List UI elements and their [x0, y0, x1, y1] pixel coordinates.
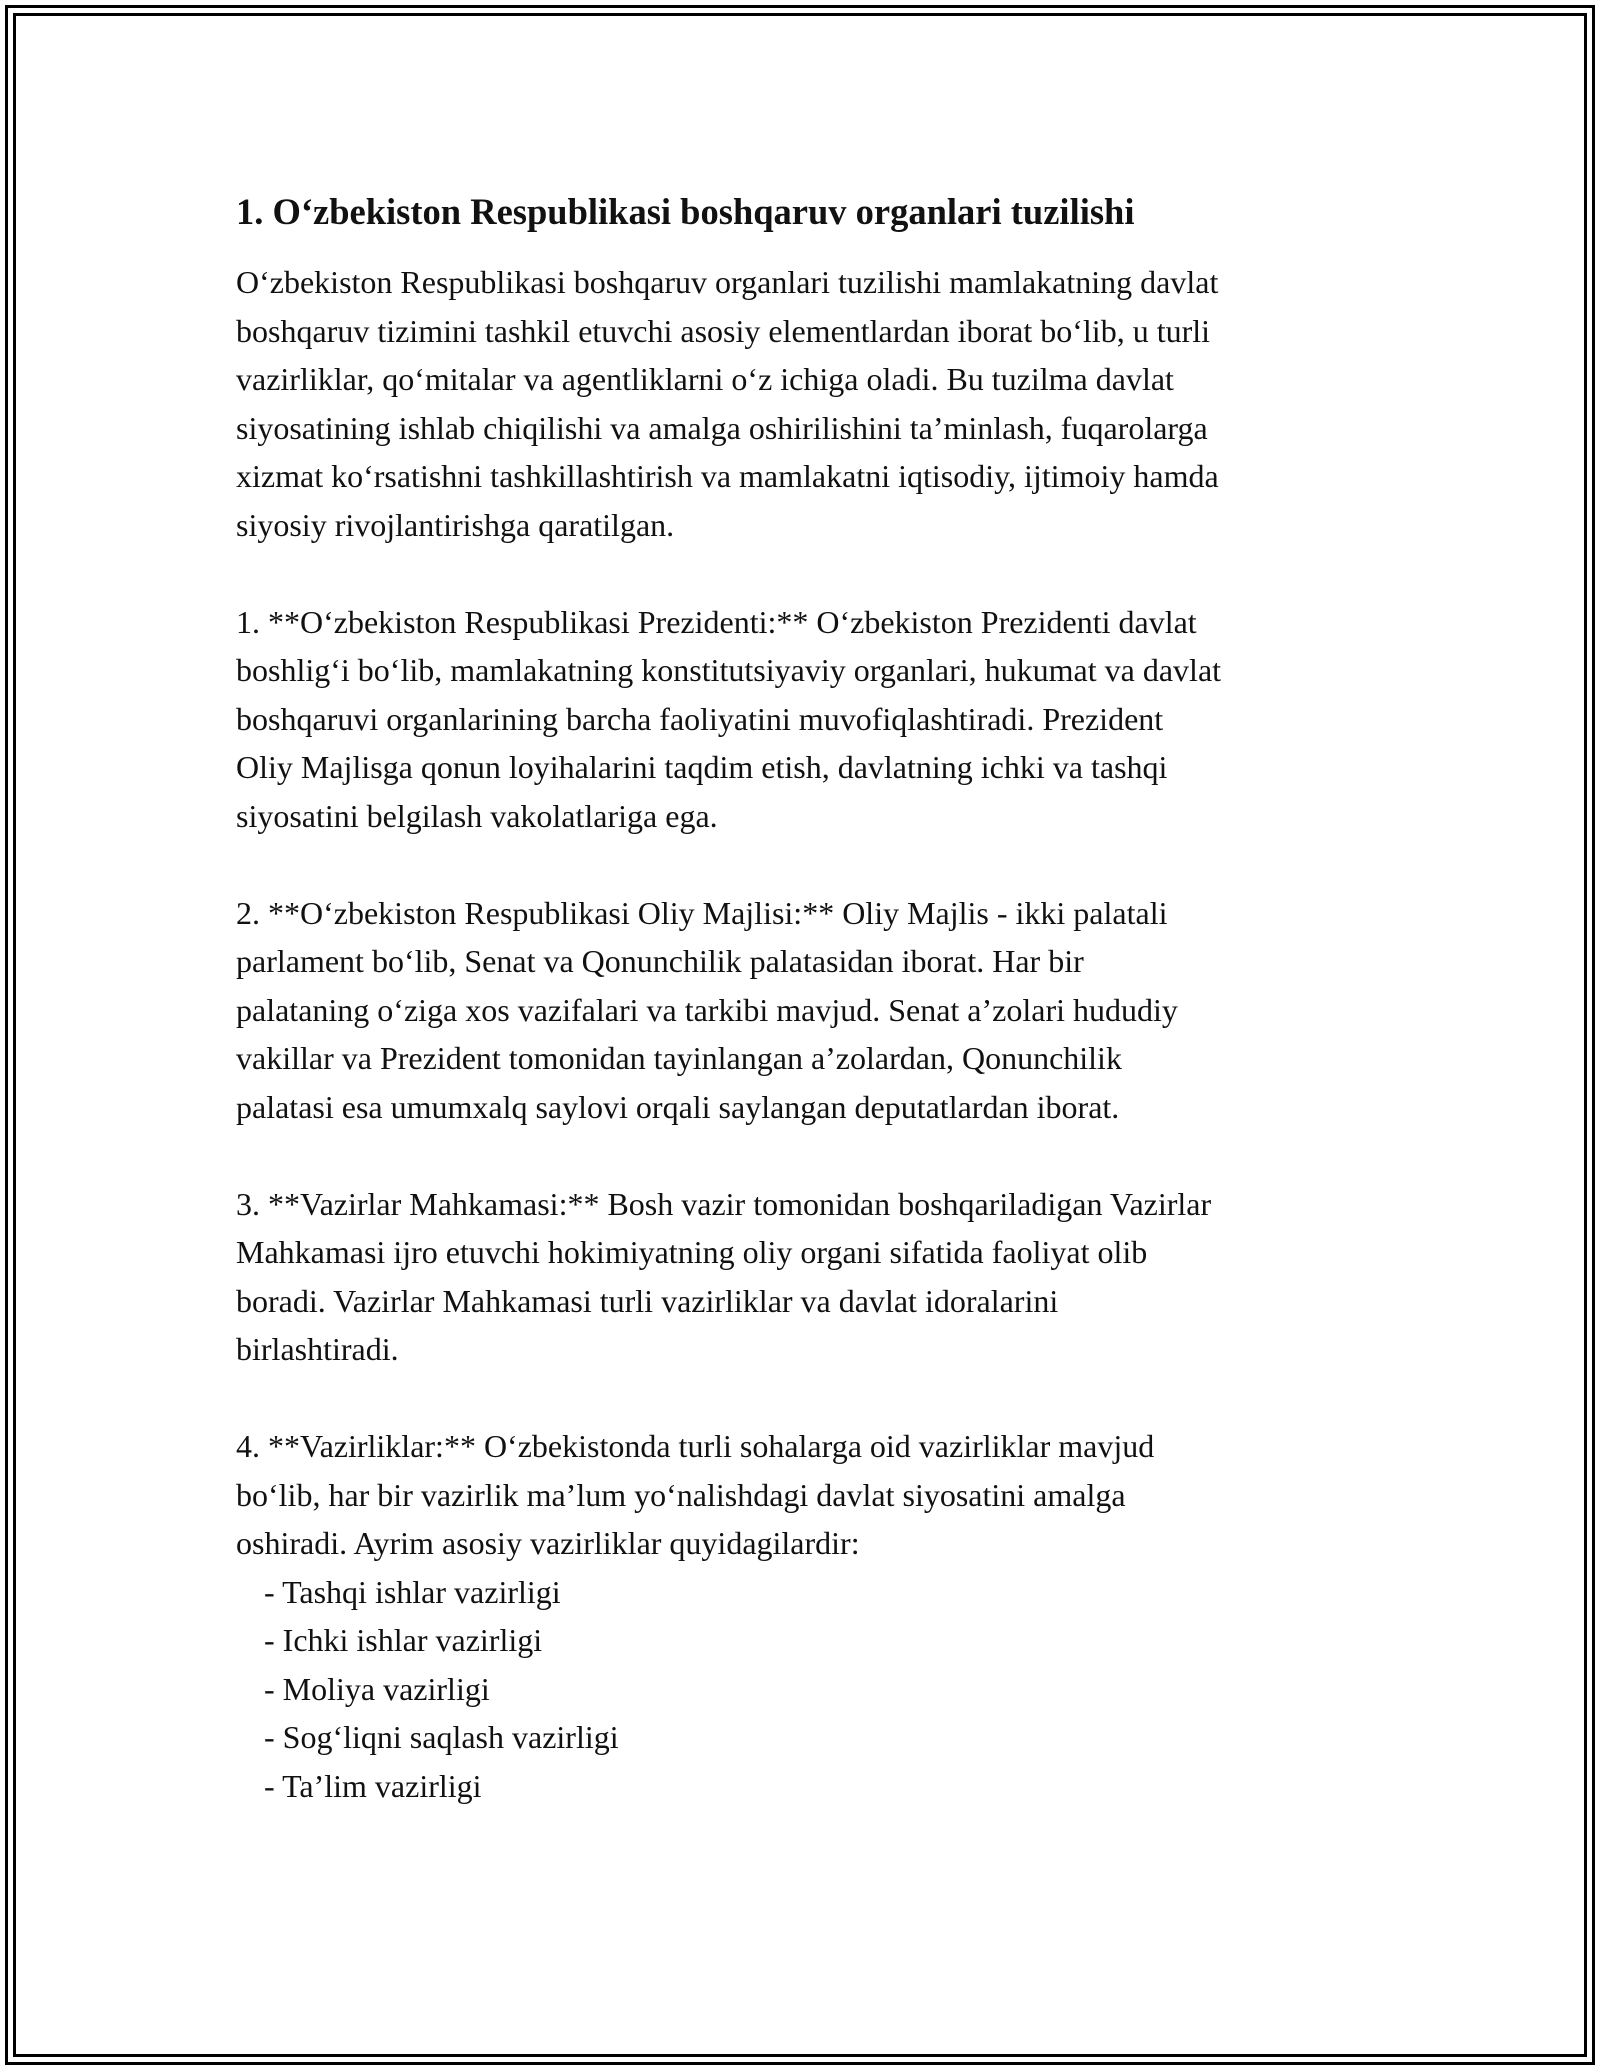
ministries-line: bo‘lib, har bir vazirlik ma’lum yo‘nalishdagi davlat siyosatini amalga [236, 1476, 1126, 1513]
oliy-majlis-line: vakillar va Prezident tomonidan tayinlangan a’zolardan, Qonunchilik [236, 1040, 1122, 1076]
list-item: - Moliya vazirligi [264, 1670, 490, 1707]
paragraph-spacer [236, 840, 1376, 889]
intro-line: siyosiy rivojlantirishga qaratilgan. [236, 506, 675, 543]
list-item: - Sog‘liqni saqlash vazirligi [264, 1719, 619, 1755]
intro-line: vazirliklar, qo‘mitalar va agentliklarni o‘z ichiga oladi. Bu tuzilma davlat [236, 361, 1174, 397]
section-heading: 1. O‘zbekiston Respublikasi boshqaruv organlari tuzilishi [236, 191, 1135, 232]
oliy-majlis-line: 2. **O‘zbekiston Respublikasi Oliy Majlisi:** Oliy Majlis - ikki palatali [236, 894, 1168, 931]
president-line: 1. **O‘zbekiston Respublikasi Prezidenti:** O‘zbekiston Prezidenti davlat [236, 603, 1197, 640]
cabinet-line: 3. **Vazirlar Mahkamasi:** Bosh vazir tomonidan boshqariladigan Vazirlar [236, 1185, 1212, 1222]
ministries-line: 4. **Vazirliklar:** O‘zbekistonda turli sohalarga oid vazirliklar mavjud [236, 1428, 1155, 1464]
oliy-majlis-line: palatasi esa umumxalq saylovi orqali saylangan deputatlardan iborat. [236, 1088, 1120, 1125]
intro-line: xizmat ko‘rsatishni tashkillashtirish va mamlakatni iqtisodiy, ijtimoiy hamda [236, 458, 1219, 494]
oliy-majlis-paragraph [236, 889, 1376, 1132]
intro-line: siyosatining ishlab chiqilishi va amalga oshirilishini ta’minlash, fuqarolarga [236, 409, 1208, 446]
intro-paragraph [236, 258, 1376, 549]
cabinet-line: Mahkamasi ijro etuvchi hokimiyatning oliy organi sifatida faoliyat olib [236, 1234, 1148, 1270]
intro-line: O‘zbekiston Respublikasi boshqaruv organlari tuzilishi mamlakatning davlat [236, 264, 1219, 300]
president-line: siyosatini belgilash vakolatlariga ega. [236, 797, 718, 834]
ministries-paragraph [236, 1422, 1376, 1568]
oliy-majlis-line: palataning o‘ziga xos vazifalari va tarkibi mavjud. Senat a’zolari hududiy [236, 991, 1178, 1028]
oliy-majlis-line: parlament bo‘lib, Senat va Qonunchilik palatasidan iborat. Har bir [236, 943, 1084, 979]
president-paragraph [236, 598, 1376, 841]
ministries-line: oshiradi. Ayrim asosiy vazirliklar quyidagilardir: [236, 1525, 860, 1561]
intro-line: boshqaruv tizimini tashkil etuvchi asosiy elementlardan iborat bo‘lib, u turli [236, 312, 1211, 349]
cabinet-line: birlashtiradi. [236, 1331, 399, 1367]
list-item: - Ichki ishlar vazirligi [264, 1622, 543, 1658]
cabinet-line: boradi. Vazirlar Mahkamasi turli vazirliklar va davlat idoralarini [236, 1282, 1059, 1319]
list-item: - Tashqi ishlar vazirligi [264, 1573, 561, 1610]
ministries-list [236, 1568, 1376, 1811]
paragraph-spacer [236, 1374, 1376, 1423]
president-line: boshlig‘i bo‘lib, mamlakatning konstitutsiyaviy organlari, hukumat va davlat [236, 652, 1222, 688]
paragraph-spacer [236, 1131, 1376, 1180]
president-line: Oliy Majlisga qonun loyihalarini taqdim etish, davlatning ichki va tashqi [236, 749, 1168, 785]
cabinet-paragraph [236, 1180, 1376, 1374]
list-item: - Ta’lim vazirligi [264, 1767, 482, 1804]
document-body [236, 188, 1376, 1810]
paragraph-spacer [236, 549, 1376, 598]
president-line: boshqaruvi organlarining barcha faoliyatini muvofiqlashtiradi. Prezident [236, 700, 1164, 737]
